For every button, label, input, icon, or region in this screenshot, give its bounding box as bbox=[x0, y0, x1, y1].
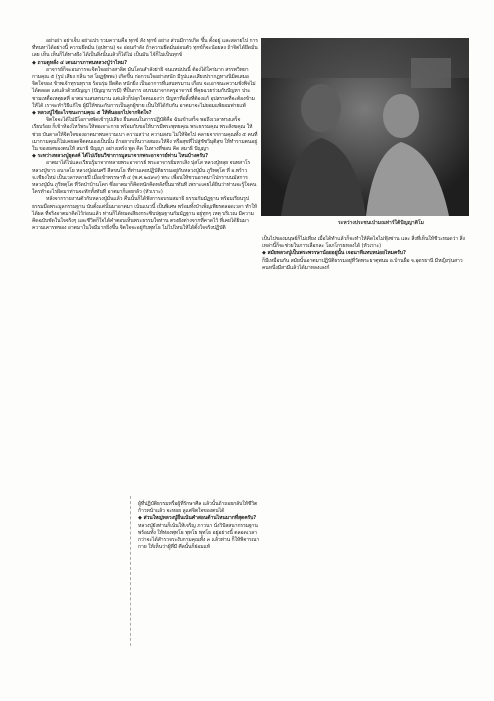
right-column bbox=[262, 236, 469, 272]
question-heading: ◆ ส่วนใหญ่หลวงปู่ยืนเน้นคำสอนด้านไหนมากที่สุดครับ? bbox=[138, 515, 257, 522]
question-heading: ◆ ระหว่างหลวงปู่ธุดงค์ ได้ไปเรียนวิชาการมูลนาจากพระอาจารย์ท่าน ไหนบ้างครับ? bbox=[32, 153, 208, 160]
paragraph: อาตมาได้ไปและเรียนรู้มาจากหลายพระอาจารย์ พระอาจารย์มหาเสิง ปุสโส หลวงปู่หลุย จนทสาโร หลวงปู่ขาว อนาลโย หลวงปู่อ่อนศรี สีลขนโธ ที่ท่านเคยปฏิบัติธรรมอยู่กับหลวงปู่มั่น ภูริทตฺโต ที่ อ.พร้าว จ.เชียงใหม่ เป็นเวลาหลายปี เมื่อเข้าพรรษาที่ ๔ (พ.ศ.๒๔๙๙) พระ เพื่อนให้ชวนอาตมาไปกราบนมัสการหลวงปู่มั่น ภูริทตฺโต ที่วัดป่าบ้านโคก ซึ่งอาตมาก็คิดหนักคิดหลังขึ้นมาทันที เพราะเคยได้ยินว่าท่านจะรู้ใจคน ใครทำอะไรผิดมาท่านจะทักทั้งทันที อาตมาก็เลยกลัว (หัวเราะ) bbox=[32, 160, 257, 196]
paragraph: อย่าเผ่า อย่าเจ็บ อย่าแปร รวมความคือ ทุกข์ สัง ทุกข์ อย่าง ส่วนมีการเกิด ขึ้น ตั้งอยู่ และสลายไป การที่ทนทาได้อย่างนี้ ความยึดมั่น (อุปทาน) จะ อ่อนกำลัง ถ้าความยึดมั่นอ่อนตัว ทุกข์ก็จะน้อยลง ถ้าจิตได้ยึดมั่นเลย เห็น เห็นก็ได้ทางฝั่ง ได้เป็นสิ่งนั้นแล้วก็ได้ไม่ เป็นมัน ไจ้ก็ไม่เป็นทุกข์ bbox=[32, 38, 258, 59]
paste-edge bbox=[130, 496, 132, 646]
question-heading: ◆ ถามดูหลั่ง ๔ เดนมารภาพนหลวงปู่ว่าไหม? bbox=[32, 59, 127, 66]
paragraph: ก็มีเหมือนกัน สมัยนั้นอาตมาปฏิบัติธรรมอยู่ที่วัดพระธาตุพนม อ.บ้านผือ จ.อุดรธานี มีหญิงรุ่นสาวคนหนึ่งมีสามีแล้วได้มาหลงเลงก์ bbox=[262, 257, 463, 271]
inset-column bbox=[138, 501, 263, 551]
paragraph: หลังจากรายงานตัวกับหลวงปู่มั่นแล้ว คืนนั้นก็ได้ฟังการอบรมสมาธิ ธรรมกัมมัฏฐาน พร้อมเรียนรูปธรรมมือพระมูลกรรมฐาน นับตั้งแต่นั้นมาอาตมา เน้นแนวนี้ เป็นพิเศษ พร้อมทั้งบำเพ็ญเพียรตลอดเวลา ทำให้ได้ผล ที่จริงอาตมาคิดไว้ก่อนแล้ว ท่านก็ได้หมดเสียงกระซิบปฐมฐานกัมมัฏฐาน อยู่ทุกๆ เหตุ บริเวณ มีความคิดฉบับชัดในใจจริงๆ และชีวิตก็ใจได้คำตอบเห็นพระธรรมใจท่าน ตรงยังต่างจากที่คาดไว้ ที่เคยได้ยินมา ความเคารพของ อาตมาในใจมีมากยิ่งขึ้น จิตใจจะอยู่กับพุทโธ ไม่ไปไหนให้ได้ตั้งใจจริงปฏิบัติ bbox=[32, 196, 257, 232]
photo-illustration bbox=[261, 38, 469, 216]
question-heading: ◆ สมัยหลวงปู่เป็นพระพรรษาน้อยอยู่นั้น เจอนาทีแทบหน่อยไหมครับ? bbox=[262, 250, 406, 257]
photo-monk-teaching bbox=[261, 38, 469, 216]
photo-caption: ระหว่างประชนเป่ามณท่าร์ใต้ปัญญาติโม bbox=[338, 220, 424, 226]
paragraph: จิตใจจะได้ไม่มีโอกาสพัดเข้ารูปเสียง ยืนตอนในการปฏิบัติคือ ฉันเข้าเสร็จ พอถึงเวลาทรงเสร็จเรียบร้อย ก็เข้าห้องไหว้พระให้พอเจาะกาย พร้อมกับขอให้บารมีพระพุทธคุณ พระธรรมคุณ พระสังฆคุณ ให้ช่วย บันดาลให้จิตใจของอาตมาพบความเบา ความสว่าง ความสงบ ไม่ให้จิตไป คลายจากกามคุณทั้ง ๕ คนที่เมากามคุณก็ไม่เคยลดจิตตนเองเป็นนั้น ถ้าอยากเห็นวางสมถะให้จิง หรือสุขที่ไปสู่ชัชวิมุติสุข ให้ทำรามตนอยู่ใน ของยสของตนให้ สมาธิ ปัญญา อย่างเพร์ง พูด คิด ในทางที่ชอบ คิด สมาธิ ปัญญา bbox=[32, 117, 258, 153]
paragraph: เป็นไปของมนุษย์ก็ไม่เที่ยง เมื่อได้ทำแล้วก็จะทำให้คิดไจไม่ฟุ้งซ่าน และ สิ่งที่เห็นให้ชีวะหมดว่า สิ่งเหล่านี้ก็จะช่วยในการเลือกละ โลภโกรธหลงได้ (หัวเราะ) bbox=[262, 236, 465, 250]
left-column bbox=[32, 38, 258, 232]
paragraph: ผู้ที่ปฏิบัติธรรมหรือผู้ที่รักษาศีล แล้วนั้นถ้าถอยกลับให้ชีวิตก้าวหน้าแล้ว จะหอย ลูแต่จิตใจของตนได้ bbox=[138, 501, 258, 515]
paragraph: หลวงปู่ยังท่านก็เน้นให้เจริญ ภาวนา นั่งวิปัสสนากรรมฐาน พร้อมทั้ง ให้ท่องพุทโธ พุทโธ พุทโธ อยู่อย่างนี้ ตลอดเวลา กว่าจะได้สำรวจระงับกามคุณทั้ง ๓ แล้วท่าน ก็ให้พิจารณากาย ให้เห็นว่าผู้ที่มี ศีลนั้นก็ย่อมแท้ bbox=[138, 522, 260, 551]
paragraph: อาจารย์ก็จะอนการจะจิตใจอย่างสาลิต มันโดนสำลังย่ายิ จนแหน่ปนนี้ ต้องได้ใคร่มาก สรรพวิทยา กามคุณ ๕ (รูป เสียง กลิ่น รส โผฏฐัพพะ) เกิดขึ้น ก่อกวนใจอย่างหนัก มีรูปและเสียงปรากฏทางนิมิตเสมอ จิตใจของ ข้าพเจ้าทุรนทุราย ร้อนรุ่ม ยึดติด หนักยิ่ง เป็นอาการที่แสนทรมาน เกือบ จะเอาชนะความชั่งพิจไม่ได้ตลอด แต่แล้วด้วยปัญญา (ปัญญาบารมี) ที่ป็นการ อบรมมาจากครูอาจารย์ ที่คุยฉวยร่วมกับปัญหา ประชามเหตื่อเหตุผลที่ อาตมาแสนทรมาน แต่แล้วก็ปลุกใจตนเองว่า ปัญหาที่อลิ้งที่ต้องแก้ อุปสรรคที่จะต้องข้ามให้ได้ เราจะทำวิธีแก้ไข ผู้มีให้ชนะกับการเป็นลูกผู้ชาย เป็นให้ได้กับกัน อาตมาจะไม่ยอมแพ้ยอมพ่ายแพ้ bbox=[32, 66, 256, 109]
question-heading: ◆ หลวงปู่ใช้อะไรชนะกามคุณ ๕ ให้พ้นออกไปจากจิตใจ? bbox=[32, 110, 152, 117]
